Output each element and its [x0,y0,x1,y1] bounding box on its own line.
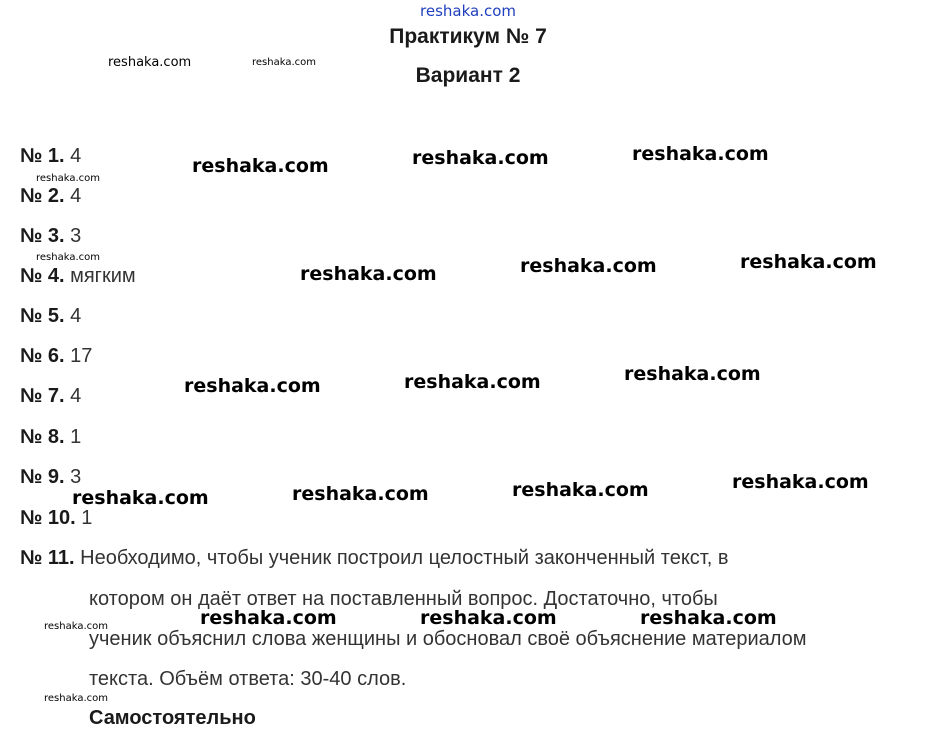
answer-label: № 9. [20,466,65,488]
answer-value: мягким [70,265,136,287]
watermark: reshaka.com [36,252,100,263]
watermark: reshaka.com [36,173,100,184]
watermark: reshaka.com [512,479,649,501]
answer-label: № 6. [20,345,65,367]
independent-heading: Самостоятельно [89,707,256,729]
watermark: reshaka.com [44,693,108,704]
answer-label: № 8. [20,426,65,448]
answer-value: 4 [70,385,82,407]
answer-row-11 [20,547,728,570]
answer-value: 4 [70,185,82,207]
page-title: Практикум № 7 [389,25,547,48]
watermark: reshaka.com [300,263,437,285]
watermark-link-top[interactable]: reshaka.com [420,2,516,20]
answer-text-line: котором он даёт ответ на поставленный вопрос. Достаточно, чтобы [89,588,718,610]
answer-row-1 [20,145,81,168]
watermark: reshaka.com [624,363,761,385]
watermark: reshaka.com [732,471,869,493]
answer-row-6 [20,345,92,368]
answer-label: № 1. [20,145,65,167]
watermark: reshaka.com [740,251,877,273]
answer-text-line: Необходимо, чтобы ученик построил целостный законченный текст, в [80,547,729,569]
answer-value: 3 [70,225,82,247]
answer-label: № 4. [20,265,65,287]
watermark: reshaka.com [72,487,209,509]
answer-label: № 7. [20,385,65,407]
watermark: reshaka.com [192,155,329,177]
watermark: reshaka.com [520,255,657,277]
watermark: reshaka.com [420,607,557,629]
answer-value: 1 [70,426,82,448]
watermark: reshaka.com [252,57,316,68]
answer-value: 17 [70,345,93,367]
page-subtitle: Вариант 2 [415,64,521,87]
answer-label: № 2. [20,185,65,207]
answer-value: 1 [81,507,93,529]
answer-row-7 [20,385,81,408]
watermark: reshaka.com [184,375,321,397]
watermark: reshaka.com [632,143,769,165]
answer-row-5 [20,305,81,328]
answer-value: 4 [70,305,82,327]
answer-row-10 [20,507,92,530]
answer-label: № 10. [20,507,76,529]
answer-row-4 [20,265,136,288]
answer-label: № 3. [20,225,65,247]
watermark: reshaka.com [292,483,429,505]
answer-value: 3 [70,466,82,488]
answer-row-3 [20,225,81,248]
watermark: reshaka.com [404,371,541,393]
answer-text-line: ученик объяснил слова женщины и обосновал своё объяснение материалом [89,628,807,650]
watermark: reshaka.com [200,607,337,629]
answer-row-9 [20,466,81,489]
watermark: reshaka.com [640,607,777,629]
answer-row-8 [20,426,81,449]
watermark: reshaka.com [44,621,108,632]
answer-text-line: текста. Объём ответа: 30-40 слов. [89,668,407,690]
answer-value: 4 [70,145,82,167]
answer-row-2 [20,185,81,208]
answer-label: № 11. [20,547,75,569]
watermark: reshaka.com [412,147,549,169]
answer-label: № 5. [20,305,65,327]
watermark: reshaka.com [108,55,192,70]
